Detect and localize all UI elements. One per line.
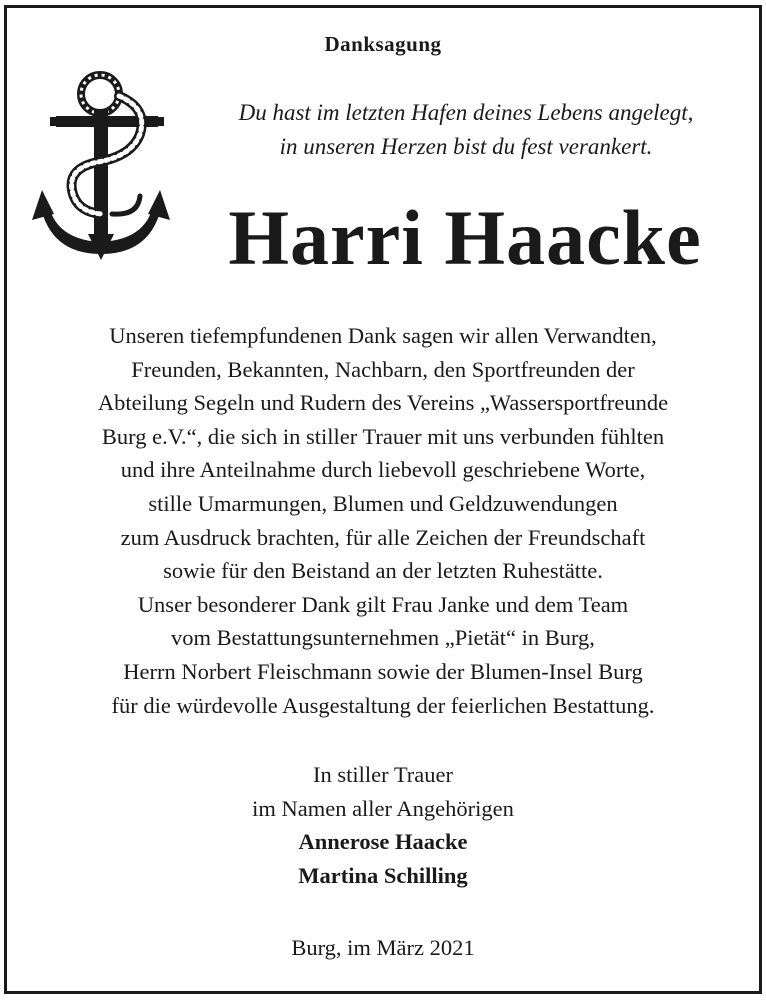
body-line: Burg e.V.“, die sich in stiller Trauer mit uns verbunden fühlten xyxy=(101,423,665,449)
body-line: stille Umarmungen, Blumen und Geldzuwendungen xyxy=(148,490,618,516)
quote-line: Du hast im letzten Hafen deines Lebens angelegt, xyxy=(238,100,694,125)
deceased-name: Harri Haacke xyxy=(228,194,702,281)
thank-you-text xyxy=(20,319,746,722)
body-line: Unser besonderer Dank gilt Frau Janke und dem Team xyxy=(137,591,629,617)
body-line: und ihre Anteilnahme durch liebevoll geschriebene Worte, xyxy=(120,457,646,483)
mourning-line: im Namen aller Angehörigen xyxy=(252,795,514,821)
place-date: Burg, im März 2021 xyxy=(291,935,475,960)
body-line: Freunden, Bekannten, Nachbarn, den Sportfreunden der xyxy=(131,356,635,382)
quote xyxy=(196,96,736,164)
body-line: sowie für den Beistand an der letzten Ruhestätte. xyxy=(163,558,603,584)
mourning-signature xyxy=(0,758,766,892)
body-line: vom Bestattungsunternehmen „Pietät“ in Burg, xyxy=(171,625,595,651)
body-line: Abteilung Segeln und Rudern des Vereins „Wassersportfreunde xyxy=(97,390,669,416)
mourning-line: In stiller Trauer xyxy=(313,762,453,787)
body-line: für die würdevolle Ausgestaltung der feierlichen Bestattung. xyxy=(111,692,655,718)
body-line: Herrn Norbert Fleischmann sowie der Blumen-Insel Burg xyxy=(123,658,643,684)
signer-name: Annerose Haacke xyxy=(298,829,468,855)
notice-heading: Danksagung xyxy=(324,32,442,56)
body-line: Unseren tiefempfundenen Dank sagen wir allen Verwandten, xyxy=(109,323,657,348)
body-line: zum Ausdruck brachten, für alle Zeichen der Freundschaft xyxy=(120,524,646,550)
quote-line: in unseren Herzen bist du fest verankert. xyxy=(279,134,653,159)
signer-name: Martina Schilling xyxy=(298,862,468,888)
anchor-with-rope-icon xyxy=(28,64,198,264)
